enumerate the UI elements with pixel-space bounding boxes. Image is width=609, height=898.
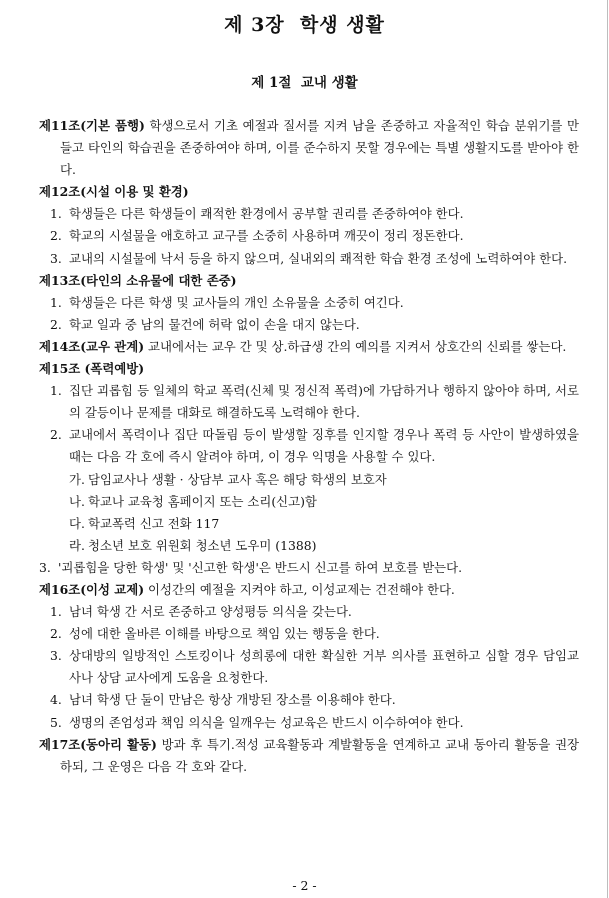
article-text (39, 336, 579, 358)
article-text (39, 115, 579, 181)
item-number: 3. (50, 648, 62, 664)
item-text: 학생들은 다른 학생들이 쾌적한 환경에서 공부할 권리를 존중하여야 한다. (69, 206, 464, 222)
page-number: - 2 - (292, 878, 317, 893)
sub-item (39, 469, 579, 491)
list-item (39, 203, 579, 225)
article-title: (기본 품행) (80, 118, 145, 133)
article-number: 제14조 (39, 338, 81, 354)
item-text: 교내에서 폭력이나 집단 따돌림 등이 발생할 징후를 인지할 경우나 폭력 등 사안이 발생하였을 때는 다음 각 호에 즉시 알려야 하며, 이 경우 익명을 사용할 수 있다. (69, 427, 579, 465)
article-text (39, 579, 579, 601)
sub-item-number: 다. (69, 515, 85, 531)
item-number: 3. (50, 250, 62, 266)
sub-item (39, 513, 579, 535)
item-number: 5. (50, 714, 62, 730)
article-title: (폭력예방) (80, 361, 145, 377)
article-title: (이성 교제) (80, 581, 145, 597)
item-number: 2. (50, 228, 62, 244)
sub-item-text: 청소년 보호 위원회 청소년 도우미 (1388) (88, 537, 317, 553)
article-text (39, 734, 579, 778)
item-number: 1. (50, 206, 62, 222)
article-14 (39, 336, 579, 358)
article-11 (39, 115, 579, 181)
item-text: 학교 일과 중 남의 물건에 허락 없이 손을 대지 않는다. (69, 316, 360, 332)
sub-item-number: 가. (69, 471, 85, 487)
item-number: 2. (50, 427, 62, 443)
item-number: 2. (50, 316, 62, 332)
list-item (39, 314, 579, 336)
article-items (39, 601, 579, 734)
item-number: 1. (50, 294, 62, 310)
article-number: 제17조 (39, 736, 81, 752)
article-15 (39, 358, 579, 579)
article-items (39, 557, 579, 579)
sub-item (39, 491, 579, 513)
sub-item (39, 535, 579, 557)
sub-item-number: 라. (69, 537, 85, 553)
article-12 (39, 181, 579, 269)
list-item (39, 557, 579, 579)
article-number: 제16조 (39, 581, 81, 597)
article-body: 방과 후 특기.적성 교육활동과 계발활동을 연계하고 교내 동아리 활동을 권장하되, 그 운영은 다음 각 호와 같다. (60, 736, 580, 774)
list-item (39, 225, 579, 247)
article-items (39, 203, 579, 269)
sub-items (39, 469, 579, 557)
sub-item-text: 학교폭력 신고 전화 117 (88, 515, 220, 531)
item-number: 4. (50, 692, 62, 708)
item-text: 성에 대한 올바른 이해를 바탕으로 책임 있는 행동을 한다. (69, 626, 380, 642)
article-text (39, 181, 579, 203)
article-items (39, 380, 579, 468)
item-text: '괴롭힘을 당한 학생' 및 '신고한 학생'은 반드시 신고를 하여 보호를 받는다. (58, 559, 463, 575)
article-text (39, 270, 579, 292)
item-text: 학생들은 다른 학생 및 교사들의 개인 소유물을 소중히 여긴다. (69, 294, 404, 310)
list-item (39, 601, 579, 623)
item-text: 상대방의 일방적인 스토킹이나 성희롱에 대한 확실한 거부 의사를 표현하고 심할 경우 담임교사나 상담 교사에게 도움을 요청한다. (69, 648, 579, 686)
article-number: 제15조 (39, 361, 81, 377)
sub-item-number: 나. (69, 493, 85, 509)
section-title: 제 1절 교내 생활 (251, 75, 358, 91)
article-title: (시설 이용 및 환경) (80, 184, 189, 200)
list-item (39, 248, 579, 270)
article-number: 제11조 (39, 118, 81, 133)
sub-item-text: 학교나 교육청 홈페이지 또는 소리(신고)함 (88, 493, 317, 509)
article-number: 제13조 (39, 272, 81, 288)
list-item (39, 380, 579, 424)
item-number: 1. (50, 383, 62, 399)
list-item (39, 292, 579, 314)
article-body: 교내에서는 교우 간 및 상.하급생 간의 예의를 지켜서 상호간의 신뢰를 쌓는다. (144, 338, 567, 354)
article-body: 이성간의 예절을 지켜야 하고, 이성교제는 건전해야 한다. (144, 581, 455, 597)
sub-item-text: 담임교사나 생활 · 상담부 교사 혹은 해당 학생의 보호자 (88, 471, 387, 487)
chapter-title: 제 3장 학생 생활 (224, 14, 385, 36)
item-text: 남녀 학생 단 둘이 만남은 항상 개방된 장소를 이용해야 한다. (69, 692, 396, 708)
item-number: 1. (50, 604, 62, 620)
article-body: 학생으로서 기초 예절과 질서를 지켜 남을 존중하고 자율적인 학습 분위기를 만들고 타인의 학습권을 존중하여야 하며, 이를 준수하지 못할 경우에는 특별 생활지도를 받아야 한다. (60, 118, 580, 178)
article-16 (39, 579, 579, 734)
list-item (39, 645, 579, 689)
article-title: (교우 관계) (80, 338, 145, 354)
article-title: (타인의 소유물에 대한 존중) (80, 272, 237, 288)
article-text (39, 358, 579, 380)
item-text: 집단 괴롭힘 등 일체의 학교 폭력(신체 및 정신적 폭력)에 가담하거나 행하지 않아야 하며, 서로의 갈등이나 문제를 대화로 해결하도록 노력해야 한다. (69, 383, 579, 421)
article-17 (39, 734, 579, 778)
list-item (39, 623, 579, 645)
item-number: 3. (39, 559, 51, 575)
item-text: 남녀 학생 간 서로 존중하고 양성평등 의식을 갖는다. (69, 604, 352, 620)
item-number: 2. (50, 626, 62, 642)
article-items (39, 292, 579, 336)
item-text: 교내의 시설물에 낙서 등을 하지 않으며, 실내외의 쾌적한 학습 환경 조성에 노력하여야 한다. (69, 250, 568, 266)
article-title: (동아리 활동) (80, 736, 157, 752)
article-13 (39, 270, 579, 336)
page-edge (607, 0, 608, 898)
list-item (39, 712, 579, 734)
list-item (39, 689, 579, 711)
article-number: 제12조 (39, 184, 81, 200)
item-text: 생명의 존엄성과 책임 의식을 일깨우는 성교육은 반드시 이수하여야 한다. (69, 714, 464, 730)
list-item (39, 424, 579, 468)
document-body (39, 115, 579, 778)
item-text: 학교의 시설물을 애호하고 교구를 소중히 사용하며 깨끗이 정리 정돈한다. (69, 228, 464, 244)
